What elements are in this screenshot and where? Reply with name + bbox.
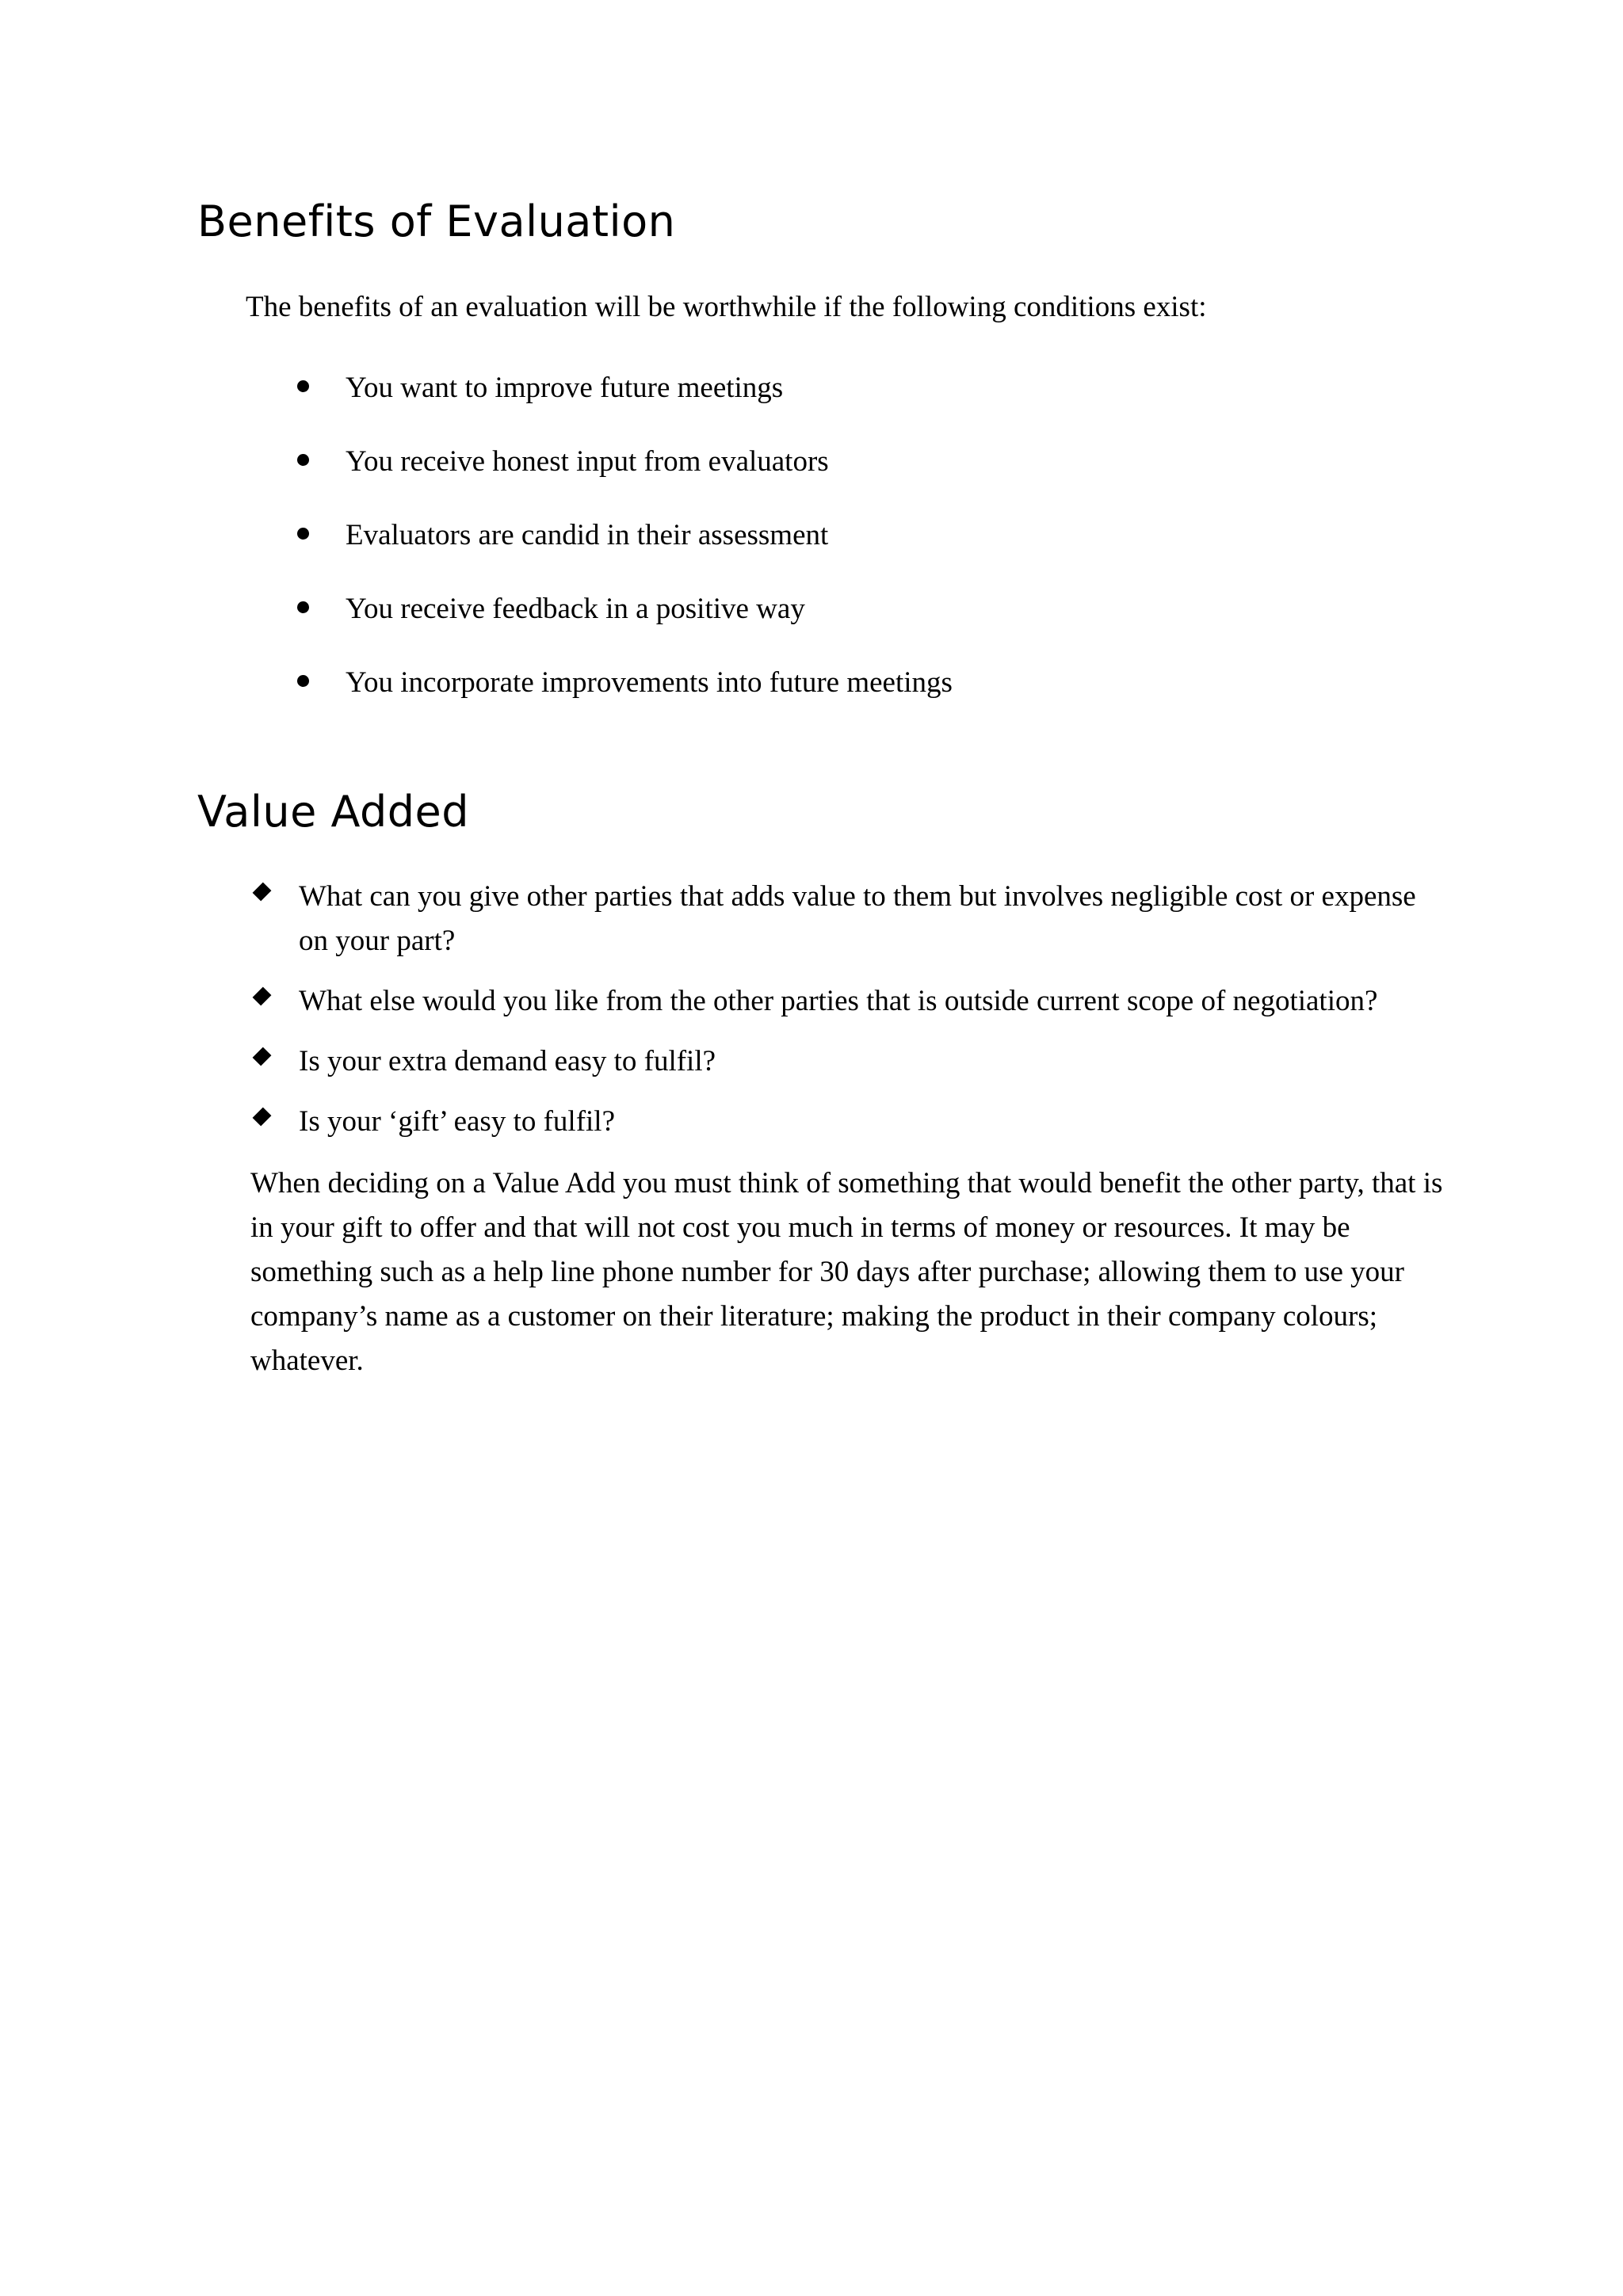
- bullet-icon: [297, 675, 309, 687]
- list-item-text: You want to improve future meetings: [346, 372, 784, 404]
- value-add-paragraph: When deciding on a Value Add you must think of something that would benefit the other party, that is in your gift to offer and that will not cost you much in terms of money or resources. It may be something such as a help line phone number for 30 days after purchase; allowing them to use your company’s name as a customer on their literature; making the product in their company colours; whatever.: [250, 1167, 1443, 1377]
- list-item: [252, 875, 1441, 963]
- bullet-icon: [297, 454, 309, 466]
- bullet-icon: [297, 601, 309, 613]
- bullet-icon: [297, 380, 309, 392]
- list-item-text: You incorporate improvements into future meetings: [346, 666, 953, 699]
- diamond-bullet-icon: [253, 883, 272, 902]
- diamond-bullet-icon: [253, 1047, 272, 1066]
- list-item-text: What can you give other parties that adds value to them but involves negligible cost or expense on your part?: [299, 880, 1416, 957]
- list-item: [252, 1039, 1441, 1084]
- list-item-text: Evaluators are candid in their assessment: [346, 519, 829, 551]
- diamond-bullet-icon: [253, 1108, 272, 1127]
- diamond-bullet-icon: [253, 987, 272, 1006]
- list-item-text: You receive honest input from evaluators: [346, 445, 829, 478]
- section-heading-benefits-of-evaluation: Benefits of Evaluation: [197, 196, 676, 246]
- intro-text: The benefits of an evaluation will be worthwhile if the following conditions exist:: [246, 291, 1207, 323]
- list-item: [293, 513, 953, 587]
- list-item: [293, 366, 953, 440]
- section-heading-value-added: Value Added: [197, 787, 469, 837]
- list-item-text: Is your extra demand easy to fulfil?: [299, 1045, 716, 1077]
- list-item-text: You receive feedback in a positive way: [346, 593, 805, 625]
- conditions-list: [293, 366, 953, 734]
- list-item: [252, 1100, 1441, 1144]
- list-item-text: What else would you like from the other parties that is outside current scope of negotiation?: [299, 985, 1378, 1017]
- list-item: [293, 440, 953, 513]
- list-item: [252, 979, 1441, 1024]
- list-item: [293, 587, 953, 661]
- bullet-icon: [297, 528, 309, 540]
- list-item-text: Is your ‘gift’ easy to fulfil?: [299, 1105, 615, 1138]
- list-item: [293, 661, 953, 734]
- value-added-questions-list: [252, 875, 1441, 1160]
